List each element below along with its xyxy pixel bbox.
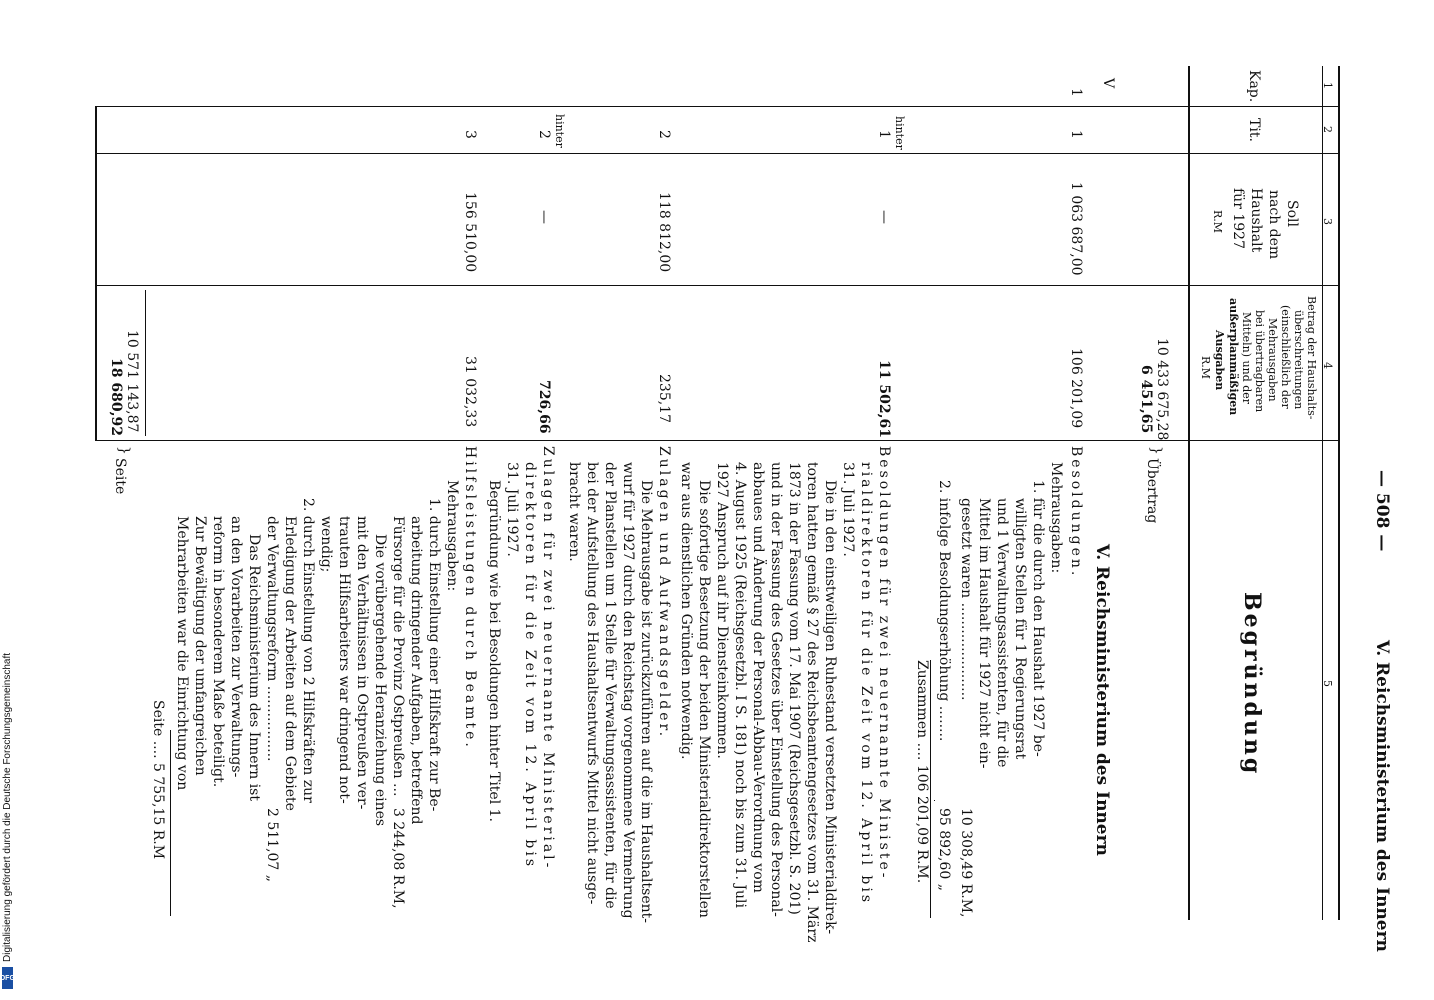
page-number: — 508 — xyxy=(1372,470,1392,552)
text-line: Erledigung der Arbeiten auf dem Gebiete xyxy=(282,516,298,811)
total-value: 10 571 143,87 xyxy=(124,330,140,433)
header-betrag-line: bei übertragbaren xyxy=(1253,310,1266,413)
total-brace: } xyxy=(116,446,132,455)
table-bottom-rule xyxy=(95,106,97,440)
underline xyxy=(934,800,935,801)
header-bottom-rule xyxy=(1188,66,1190,920)
header-begruendung: Begründung xyxy=(1239,592,1265,777)
betrag-1: 106 201,09 xyxy=(1068,348,1084,429)
text-line: bracht waren. xyxy=(566,462,582,562)
text-line: gesetzt waren ...................... xyxy=(958,498,974,701)
col-sep-tit xyxy=(95,153,1338,154)
header-soll-line: Haushalt xyxy=(1248,188,1264,253)
text-line: willigten Stellen für 1 Regierungsrat xyxy=(1012,498,1028,760)
text-line: Mehrarbeiten war die Einrichtung von xyxy=(174,516,190,791)
text-line: Mittel im Haushalt für 1927 nicht ein- xyxy=(976,498,992,769)
text-line: 1. durch Einstellung einer Hilfskraft zur Be- xyxy=(426,498,442,812)
text-line: 1927 Anspruch auf ihr Diensteinkommen. xyxy=(714,462,730,759)
text-line: reform in besonderem Maße beteiligt. xyxy=(210,516,226,788)
text-line: und in der Fassung des Gesetzes über Einstellung des Personal- xyxy=(768,462,784,917)
header-tit: Tit. xyxy=(1246,118,1262,142)
text-zusammen: Zusammen .... 106 201,09 R.M. xyxy=(914,660,930,884)
header-soll-line: für 1927 xyxy=(1230,188,1246,249)
seite-underline xyxy=(170,730,171,916)
text-line: toren hatten gemäß § 27 des Reichsbeamtengesetzes vom 31. März xyxy=(804,462,820,943)
text-line: 31. Juli 1927. xyxy=(840,462,856,557)
text-line: 1. für die durch den Haushalt 1927 be- xyxy=(1030,480,1046,757)
betrag-hinter-2: 726,66 xyxy=(536,380,552,434)
betrag-hinter-1: 11 502,61 xyxy=(876,360,892,438)
text-line: Begründung wie bei Besoldungen hinter Titel 1. xyxy=(486,480,502,822)
text-line: Hilfsleistungen durch Beamte. xyxy=(462,446,478,750)
header-betrag-unit: R.M xyxy=(1199,356,1212,380)
col-number-5: 5 xyxy=(1321,680,1334,687)
tit-1: 1 xyxy=(1068,130,1084,139)
header-betrag-line: Betrag der Haushalts- xyxy=(1305,296,1318,420)
soll-hinter-1: — xyxy=(876,210,892,224)
uebertrag-brace: } xyxy=(1148,446,1164,455)
text-line: Die Mehrausgabe ist zurückzuführen auf die im Haushaltsent- xyxy=(638,480,654,923)
header-betrag-line: (einschließlich der xyxy=(1279,305,1292,409)
text-line: Zulagen für zwei neuernannte Ministerial- xyxy=(540,446,556,871)
text-line: Das Reichsministerium des Innern ist xyxy=(246,534,262,801)
betrag-2: 235,17 xyxy=(656,374,672,423)
header-soll-line: nach dem xyxy=(1266,190,1282,260)
total-value: 18 680,92 xyxy=(108,358,124,436)
text-line: 31. Juli 1927. xyxy=(504,462,520,557)
soll-2: 118 812,00 xyxy=(656,192,672,273)
text-line: der Verwaltungsreform ................. xyxy=(264,516,280,762)
col-number-3: 3 xyxy=(1321,218,1334,225)
uebertrag-value: 10 433 675,28 xyxy=(1154,338,1170,441)
text-line: 2. infolge Besoldungserhöhung ........ xyxy=(936,480,952,742)
kap-v: V xyxy=(1100,78,1116,89)
running-head: V. Reichsministerium des Innern xyxy=(1372,640,1392,952)
text-line: bei der Aufstellung des Haushaltsentwurfs Mittel nicht ausge- xyxy=(584,462,600,905)
header-betrag-line: Mehrausgaben xyxy=(1266,318,1279,402)
text-line: war aus dienstlichen Gründen notwendig. xyxy=(678,462,694,760)
text-line: Die sofortige Besetzung der beiden Ministerialdirektorstellen xyxy=(696,480,712,918)
tit-2: 2 xyxy=(656,130,672,139)
text-line: abbaues und Änderung der Personal-Abbau-Verordnung vom xyxy=(750,462,766,893)
text-value: 3 244,08 R.M, xyxy=(390,808,406,909)
header-betrag-line: Mitteln) und der xyxy=(1240,312,1253,405)
text-mehrausgaben: Mehrausgaben: xyxy=(1048,462,1064,574)
tit-3: 3 xyxy=(462,130,478,139)
betrag-3: 31 032,33 xyxy=(462,356,478,428)
text-value: 10 308,49 R.M, xyxy=(958,808,974,918)
text-line: Die in den einstweiligen Ruhestand versetzten Ministerialdirek- xyxy=(822,480,838,935)
uebertrag-label: Übertrag xyxy=(1144,458,1160,524)
section-title: V. Reichsministerium des Innern xyxy=(1092,544,1112,856)
header-soll-line: Soll xyxy=(1284,200,1300,227)
text-line: mit den Verhältnissen in Ostpreußen ver- xyxy=(354,516,370,810)
text-line: arbeitung dringender Aufgaben, betreffend xyxy=(408,516,424,825)
col-sep-kap xyxy=(95,106,1338,107)
text-seite-total: Seite .... 5 755,15 R.M xyxy=(150,700,166,860)
uebertrag-value: 6 451,65 xyxy=(1138,365,1154,434)
header-kap: Kap. xyxy=(1246,70,1262,103)
text-line: Zur Bewältigung der umfangreichen xyxy=(192,516,208,776)
text-line: und 1 Verwaltungsassistenten, für die xyxy=(994,498,1010,768)
text-line: Besoldungen für zwei neuernannte Ministe- xyxy=(876,446,892,881)
text-besoldungen: Besoldungen. xyxy=(1068,446,1084,579)
soll-1: 1 063 687,00 xyxy=(1068,182,1084,276)
text-line: Fürsorge für die Provinz Ostpreußen ... xyxy=(390,516,406,797)
text-value: 2 511,07 „ xyxy=(264,808,280,883)
col-number-1: 1 xyxy=(1321,82,1334,89)
text-line: der Planstellen um 1 Stelle für Verwaltungsassistenten, für die xyxy=(602,462,618,909)
table-top-rule xyxy=(1338,66,1340,920)
text-line: 4. August 1925 (Reichsgesetzbl. I S. 181) noch bis zum 31. Juli xyxy=(732,462,748,908)
text-value: 95 892,60 „ xyxy=(936,808,952,891)
col-sep-betrag xyxy=(95,440,1338,441)
hinter-label: hinter xyxy=(553,114,566,148)
tit-hinter-2: 2 xyxy=(536,130,552,139)
text-line: 1873 in der Fassung vom 17. Mai 1907 (Reichsgesetzbl. S. 201) xyxy=(786,462,802,915)
header-soll-unit: R.M xyxy=(1211,210,1224,234)
text-line: Mehrausgaben: xyxy=(444,480,460,592)
column-number-rule xyxy=(1322,66,1323,920)
sum-rule xyxy=(145,290,146,436)
text-line: wendig; xyxy=(318,516,334,573)
digitization-credit: Digitalisierung gefördert durch die Deutsche Forschungsgemeinschaft xyxy=(2,652,13,962)
dfg-logo: DFG xyxy=(2,967,13,989)
text-line: Zulagen und Aufwandsgelder. xyxy=(656,446,672,740)
text-line: rialdirektoren für die Zeit vom 12. April bis xyxy=(858,462,874,906)
sum-underline xyxy=(930,660,931,918)
col-number-2: 2 xyxy=(1321,126,1334,133)
text-line: Die vorübergehende Heranziehung eines xyxy=(372,534,388,827)
total-seite-label: Seite xyxy=(112,458,128,495)
text-line: 2. durch Einstellung von 2 Hilfskräften zur xyxy=(300,498,316,803)
text-line: trauten Hilfsarbeiters war dringend not- xyxy=(336,516,352,804)
text-line: wurf für 1927 durch den Reichstag vorgenommene Vermehrung xyxy=(620,462,636,919)
col-sep-soll xyxy=(95,285,1338,286)
header-betrag-line: überschreitungen xyxy=(1292,310,1305,410)
tit-hinter-1: 1 xyxy=(876,130,892,139)
text-line: an den Vorarbeiten zur Verwaltungs- xyxy=(228,516,244,778)
header-betrag-line: Ausgaben xyxy=(1213,330,1226,391)
soll-3: 156 510,00 xyxy=(462,192,478,273)
kap-1: 1 xyxy=(1068,88,1084,97)
soll-hinter-2: — xyxy=(536,210,552,224)
col-number-4: 4 xyxy=(1321,362,1334,369)
header-betrag-line: außerplanmäßigen xyxy=(1227,298,1240,416)
hinter-label: hinter xyxy=(893,116,906,150)
text-line: direktoren für die Zeit vom 12. April bis xyxy=(522,462,538,870)
